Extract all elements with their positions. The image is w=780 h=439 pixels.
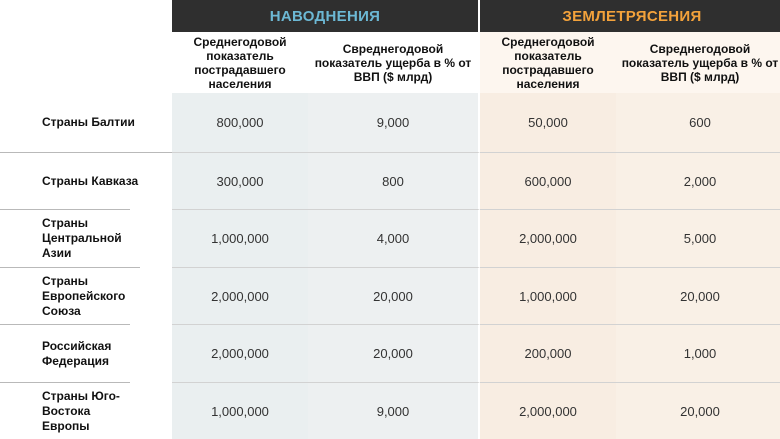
quake-population-header: Среднегодовой показатель пострадавшего населения — [480, 32, 616, 93]
quake-damage-value: 20,000 — [616, 382, 780, 439]
floods-header: НАВОДНЕНИЯ — [172, 0, 480, 32]
header-corner — [0, 0, 172, 32]
quake-damage-value: 2,000 — [616, 152, 780, 209]
row-label: Страны Балтии — [42, 115, 135, 129]
quake-damage-value: 600 — [616, 93, 780, 152]
flood-population-value: 1,000,000 — [172, 209, 308, 267]
quake-population-value: 2,000,000 — [480, 382, 616, 439]
flood-damage-value: 20,000 — [308, 324, 480, 382]
flood-damage-value: 20,000 — [308, 267, 480, 324]
quake-damage-value: 20,000 — [616, 267, 780, 324]
flood-damage-value: 4,000 — [308, 209, 480, 267]
flood-damage-header: Свреднегодовой показатель ущерба в % от ВВП ($ млрд) — [308, 32, 480, 93]
flood-population-value: 2,000,000 — [172, 267, 308, 324]
row-label: Страны Кавказа — [0, 152, 172, 209]
flood-population-value: 800,000 — [172, 93, 308, 152]
flood-damage-value: 800 — [308, 152, 480, 209]
earthquakes-header: ЗЕМЛЕТРЯСЕНИЯ — [480, 0, 780, 32]
flood-population-value: 300,000 — [172, 152, 308, 209]
quake-damage-value: 5,000 — [616, 209, 780, 267]
flood-population-value: 1,000,000 — [172, 382, 308, 439]
quake-population-value: 50,000 — [480, 93, 616, 152]
quake-population-value: 600,000 — [480, 152, 616, 209]
quake-damage-value: 1,000 — [616, 324, 780, 382]
flood-population-value: 2,000,000 — [172, 324, 308, 382]
flood-damage-value: 9,000 — [308, 93, 480, 152]
quake-population-value: 2,000,000 — [480, 209, 616, 267]
row-label: Страны Европейского Союза — [0, 267, 140, 324]
row-label: Страны Центральной Азии — [0, 209, 130, 267]
flood-damage-value: 9,000 — [308, 382, 480, 439]
flood-population-header: Среднегодовой показатель пострадавшего населения — [172, 32, 308, 93]
row-label: Страны Юго-Востока Европы — [0, 382, 130, 439]
quake-population-value: 200,000 — [480, 324, 616, 382]
quake-damage-header: Свреднегодовой показатель ущерба в % от ВВП ($ млрд) — [616, 32, 780, 93]
quake-population-value: 1,000,000 — [480, 267, 616, 324]
subheader-corner — [0, 32, 172, 93]
row-label: Российская Федерация — [0, 324, 130, 382]
